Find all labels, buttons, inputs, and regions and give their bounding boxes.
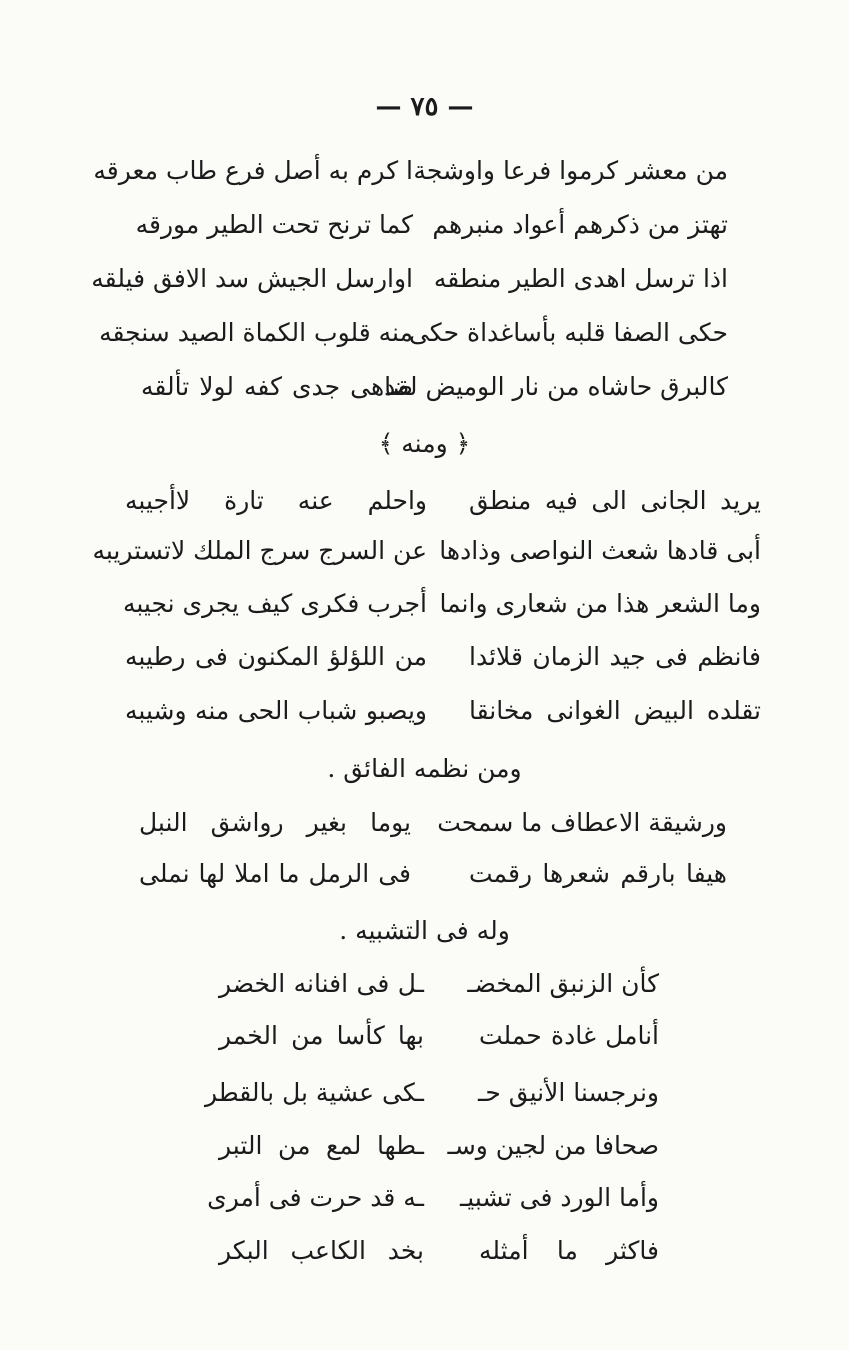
verse-line <box>125 477 761 525</box>
first-hemistich: تقلده البيض الغوانى مخانقا <box>469 696 761 725</box>
page-number: — ٧٥ — <box>375 92 474 122</box>
first-hemistich: حكى الصفا قلبه بأساغداة حكى <box>408 318 728 347</box>
verse-line <box>99 309 728 357</box>
second-hemistich: واحلم عنه تارة لاأجيبه <box>125 486 427 515</box>
second-hemistich: ـطها لمع من التبر <box>219 1131 424 1160</box>
first-hemistich: وأما الورد فى تشبيـ <box>459 1183 659 1212</box>
verse-line <box>219 1122 659 1170</box>
verse-line <box>91 255 728 303</box>
verse-line <box>92 527 761 575</box>
first-hemistich: أبى قادها شعث النواصى وذادها <box>439 536 761 565</box>
first-hemistich: وما الشعر هذا من شعارى وانما <box>439 589 761 618</box>
second-hemistich: ـل فى افنانه الخضر <box>219 969 424 998</box>
first-hemistich: كأن الزنبق المخضـ <box>467 969 659 998</box>
second-hemistich: من اللؤلؤ المكنون فى رطيبه <box>125 642 427 671</box>
first-hemistich: صحافا من لجين وسـ <box>447 1131 659 1160</box>
first-hemistich: فانظم فى جيد الزمان قلائدا <box>469 642 761 671</box>
second-hemistich: ـه قد حرت فى أمرى <box>207 1183 424 1212</box>
section-heading: وله فى التشبيه . <box>339 916 510 945</box>
second-hemistich: فى الرمل ما املا لها نملى <box>139 859 411 888</box>
verse-line <box>125 687 761 735</box>
first-hemistich: ورشيقة الاعطاف ما سمحت <box>437 808 727 837</box>
second-hemistich: اوارسل الجيش سد الافق فيلقه <box>91 264 413 293</box>
first-hemistich: أنامل غادة حملت <box>479 1021 659 1050</box>
first-hemistich: من معشر كرموا فرعا واوشجة <box>413 156 728 185</box>
first-hemistich: فاكثر ما أمثله <box>479 1236 659 1265</box>
first-hemistich: كالبرق حاشاه من نار الوميض لقد <box>384 372 728 401</box>
verse-line <box>139 850 727 898</box>
second-hemistich: منه قلوب الكماة الصيد سنجقه <box>99 318 413 347</box>
first-hemistich: يريد الجانى الى فيه منطق <box>469 486 761 515</box>
first-hemistich: اذا ترسل اهدى الطير منطقه <box>433 264 728 293</box>
second-hemistich: بها كأسا من الخمر <box>219 1021 424 1050</box>
second-hemistich: ويصبو شباب الحى منه وشيبه <box>125 696 427 725</box>
verse-line <box>122 580 761 628</box>
second-hemistich: كما ترنح تحت الطير مورقه <box>135 210 413 239</box>
second-hemistich: ضاهى جدى كفه لولا تألقه <box>141 372 413 401</box>
second-hemistich: بخد الكاعب البكر <box>219 1236 424 1265</box>
verse-line <box>219 960 659 1008</box>
section-heading: ومن نظمه الفائق . <box>327 754 522 783</box>
second-hemistich: أجرب فكرى كيف يجرى نجيبه <box>122 589 427 618</box>
first-hemistich: تهتز من ذكرهم أعواد منبرهم <box>432 210 728 239</box>
verse-line <box>219 1227 659 1275</box>
second-hemistich: ا كرم به أصل فرع طاب معرقه <box>93 156 413 185</box>
verse-line <box>204 1069 659 1117</box>
second-hemistich: عن السرج سرج الملك لاتستريبه <box>92 536 427 565</box>
second-hemistich: يوما بغير رواشق النبل <box>139 808 411 837</box>
verse-line <box>219 1012 659 1060</box>
first-hemistich: هيفا بارقم شعرها رقمت <box>469 859 727 888</box>
verse-line <box>139 799 727 847</box>
verse-line <box>207 1174 659 1222</box>
second-hemistich: ـكى عشية بل بالقطر <box>204 1078 424 1107</box>
section-heading: ﴿ ومنه ﴾ <box>378 429 471 458</box>
first-hemistich: ونرجسنا الأنيق حـ <box>478 1078 659 1107</box>
verse-line <box>135 201 728 249</box>
verse-line <box>125 633 761 681</box>
verse-line <box>141 363 728 411</box>
verse-line <box>93 147 728 195</box>
